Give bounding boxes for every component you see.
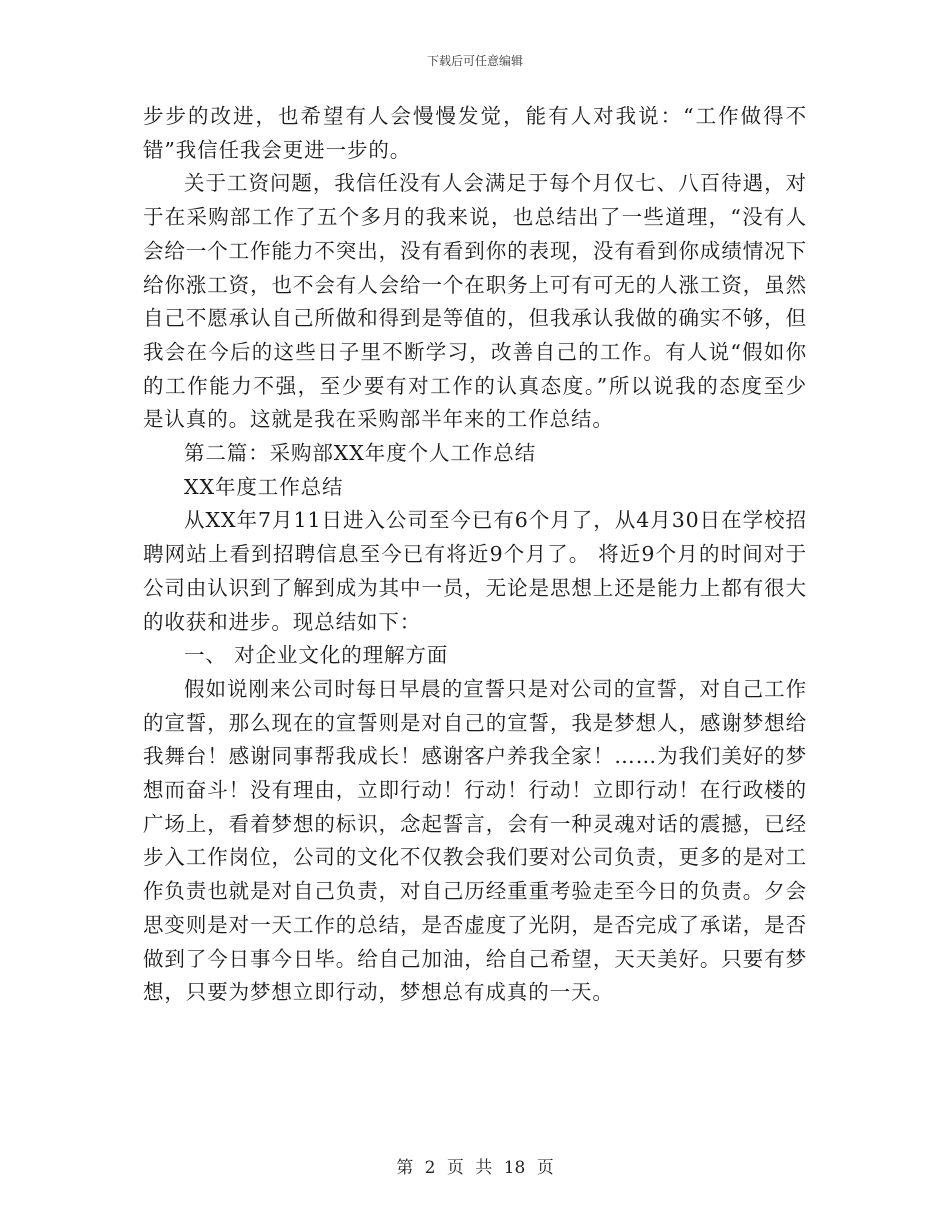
- section-title-part-two: 第二篇：采购部XX年度个人工作总结: [184, 441, 536, 466]
- subtitle-annual-summary: XX年度工作总结: [184, 474, 344, 499]
- paragraph-continuation: 步步的改进，也希望有人会慢慢发觉，能有人对我说：“工作做得不错”我信任我会更进一步的。: [143, 104, 807, 162]
- page-number-footer: 第 2 页 共 18 页: [396, 1158, 554, 1178]
- heading-corporate-culture: 一、 对企业文化的理解方面: [184, 643, 449, 668]
- paragraph-intro: 从XX年7月11日进入公司至今已有6个月了，从4月30日在学校招聘网站上看到招聘信息至今已有将近9个月了。 将近9个月的时间对于公司由认识到了解到成为其中一员，无论是思想上还是能力上都有很大的收获和进步。现总结如下：: [143, 508, 807, 634]
- page-header: 下载后可任意编辑: [426, 54, 523, 68]
- paragraph-salary: 关于工资问题，我信任没有人会满足于每个月仅七、八百待遇，对于在采购部工作了五个多月的我来说，也总结出了一些道理，“没有人会给一个工作能力不突出，没有看到你的表现，没有看到你成绩情况下给你涨工资，也不会有人会给一个在职务上可有可无的人涨工资，虽然自己不愿承认自己所做和得到是等值的，但我承认我做的确实不够，但我会在今后的这些日子里不断学习，改善自己的工作。有人说“假如你的工作能力不强，至少要有对工作的认真态度。”所以说我的态度至少是认真的。这就是我在采购部半年来的工作总结。: [143, 171, 807, 432]
- paragraph-corporate-culture: 假如说刚来公司时每日早晨的宣誓只是对公司的宣誓，对自己工作的宣誓，那么现在的宣誓则是对自己的宣誓，我是梦想人，感谢梦想给我舞台！感谢同事帮我成长！感谢客户养我全家！……为我们美好的梦想而奋斗！没有理由，立即行动！行动！行动！立即行动！在行政楼的广场上，看着梦想的标识，念起誓言，会有一种灵魂对话的震撼，已经步入工作岗位，公司的文化不仅教会我们要对公司负责，更多的是对工作负责也就是对自己负责，对自己历经重重考验走至今日的负责。夕会思变则是对一天工作的总结，是否虚度了光阴，是否完成了承诺，是否做到了今日事今日毕。给自己加油，给自己希望，天天美好。只要有梦想，只要为梦想立即行动，梦想总有成真的一天。: [143, 676, 807, 1005]
- document-body: [143, 100, 807, 1010]
